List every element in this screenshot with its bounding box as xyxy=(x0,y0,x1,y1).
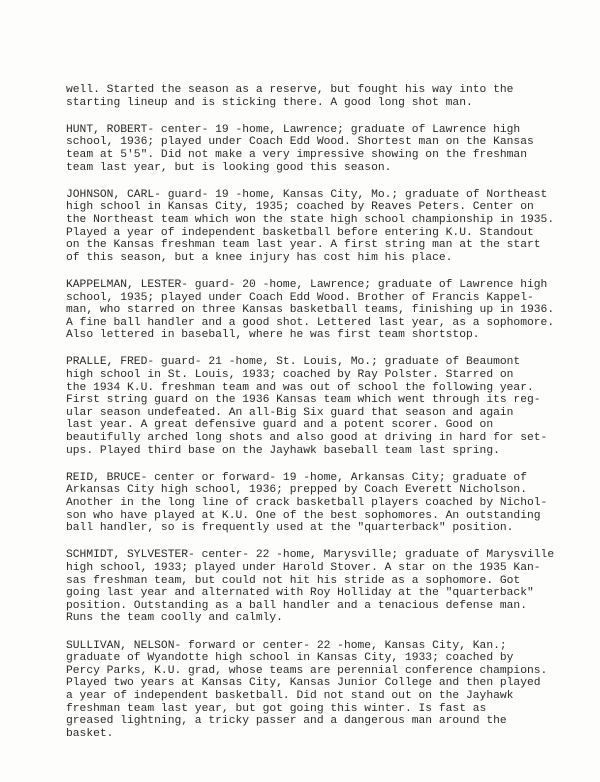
text-line: PRALLE, FRED- guard- 21 -home, St. Louis, Mo.; graduate of Beaumont xyxy=(66,356,521,369)
text-line: greased lightning, a tricky passer and a dangerous man around the xyxy=(66,715,507,728)
text-line: freshman team last year, but got going this winter. Is fast as xyxy=(66,702,487,715)
text-line: son who have played at K.U. One of the best sophomores. An outstanding xyxy=(66,509,541,522)
text-line: SCHMIDT, SYLVESTER- center- 22 -home, Marysville; graduate of Marysville xyxy=(66,549,555,562)
text-line: basket. xyxy=(66,727,114,740)
paragraph-kappelman xyxy=(66,278,555,342)
text-line: Also lettered in baseball, where he was first team shortstop. xyxy=(66,329,480,342)
text-line: Runs the team coolly and calmly. xyxy=(66,612,283,625)
text-line: HUNT, ROBERT- center- 19 -home, Lawrence; graduate of Lawrence high xyxy=(66,123,521,136)
text-line: starting lineup and is sticking there. A good long shot man. xyxy=(66,96,473,109)
text-line: Played a year of independent basketball before entering K.U. Standout xyxy=(66,226,534,239)
text-line: SULLIVAN, NELSON- forward or center- 22 -home, Kansas City, Kan.; xyxy=(66,639,507,652)
paragraph-pralle xyxy=(66,356,548,457)
text-line: graduate of Wyandotte high school in Kansas City, 1933; coached by xyxy=(66,652,514,665)
text-line: man, who starred on three Kansas basketball teams, finishing up in 1936. xyxy=(66,304,555,317)
paragraph-johnson xyxy=(66,188,555,265)
text-line: of this season, but a knee injury has cost him his place. xyxy=(66,251,453,264)
text-line: ups. Played third base on the Jayhawk baseball team last spring. xyxy=(66,444,500,457)
text-line: ball handler, so is frequently used at the "quarterback" position. xyxy=(66,522,514,535)
paragraph-hunt xyxy=(66,124,536,174)
text-line: high school in St. Louis, 1933; coached by Ray Polster. Starred on xyxy=(66,369,514,382)
text-line: Percy Parks, K.U. grad, whose teams are perennial conference champions. xyxy=(66,664,548,677)
text-line: A fine ball handler and a good shot. Lettered last year, as a sophomore. xyxy=(66,316,555,329)
paragraph-reid xyxy=(66,471,548,535)
text-line: going last year and alternated with Roy Holliday at the "quarterback" xyxy=(66,587,534,600)
text-line: Played two years at Kansas City, Kansas Junior College and then played xyxy=(66,677,541,690)
text-line: beautifully arched long shots and also good at driving in hard for set- xyxy=(66,432,548,445)
text-line: JOHNSON, CARL- guard- 19 -home, Kansas City, Mo.; graduate of Northeast xyxy=(66,188,548,201)
text-line: KAPPELMAN, LESTER- guard- 20 -home, Lawrence; graduate of Lawrence high xyxy=(66,278,548,291)
text-line: position. Outstanding as a ball handler and a tenacious defense man. xyxy=(66,599,527,612)
text-line: First string guard on the 1936 Kansas team which went through its reg- xyxy=(66,394,541,407)
text-line: the 1934 K.U. freshman team and was out of school the following year. xyxy=(66,381,534,394)
text-line: sas freshman team, but could not hit his stride as a sophomore. Got xyxy=(66,574,521,587)
text-line: team last year, but is looking good this season. xyxy=(66,161,392,174)
text-line: REID, BRUCE- center or forward- 19 -home, Arkansas City; graduate of xyxy=(66,471,527,484)
text-line: school, 1935; played under Coach Edd Wood. Brother of Francis Kappel- xyxy=(66,291,534,304)
text-line: team at 5'5". Did not make a very impressive showing on the freshman xyxy=(66,148,527,161)
paragraph-continuation xyxy=(66,84,536,109)
paragraph-schmidt xyxy=(66,549,555,625)
text-line: the Northeast team which won the state high school championship in 1935. xyxy=(66,213,555,226)
text-line: high school, 1933; played under Harold Stover. A star on the 1935 Kan- xyxy=(66,561,541,574)
document-body xyxy=(66,84,555,755)
text-line: school, 1936; played under Coach Edd Wood. Shortest man on the Kansas xyxy=(66,136,534,149)
text-line: ular season undefeated. An all-Big Six guard that season and again xyxy=(66,406,514,419)
paragraph-sullivan xyxy=(66,639,548,741)
text-line: Another in the long line of crack basketball players coached by Nichol- xyxy=(66,497,548,509)
text-line: on the Kansas freshman team last year. A first string man at the start xyxy=(66,239,541,252)
text-line: high school in Kansas City, 1935; coached by Reaves Peters. Center on xyxy=(66,201,534,214)
text-line: a year of independent basketball. Did not stand out on the Jayhawk xyxy=(66,689,514,702)
text-line: last year. A great defensive guard and a potent scorer. Good on xyxy=(66,419,494,432)
text-line: Arkansas City high school, 1936; prepped by Coach Everett Nicholson. xyxy=(66,484,527,497)
text-line: well. Started the season as a reserve, but fought his way into the xyxy=(66,84,514,96)
